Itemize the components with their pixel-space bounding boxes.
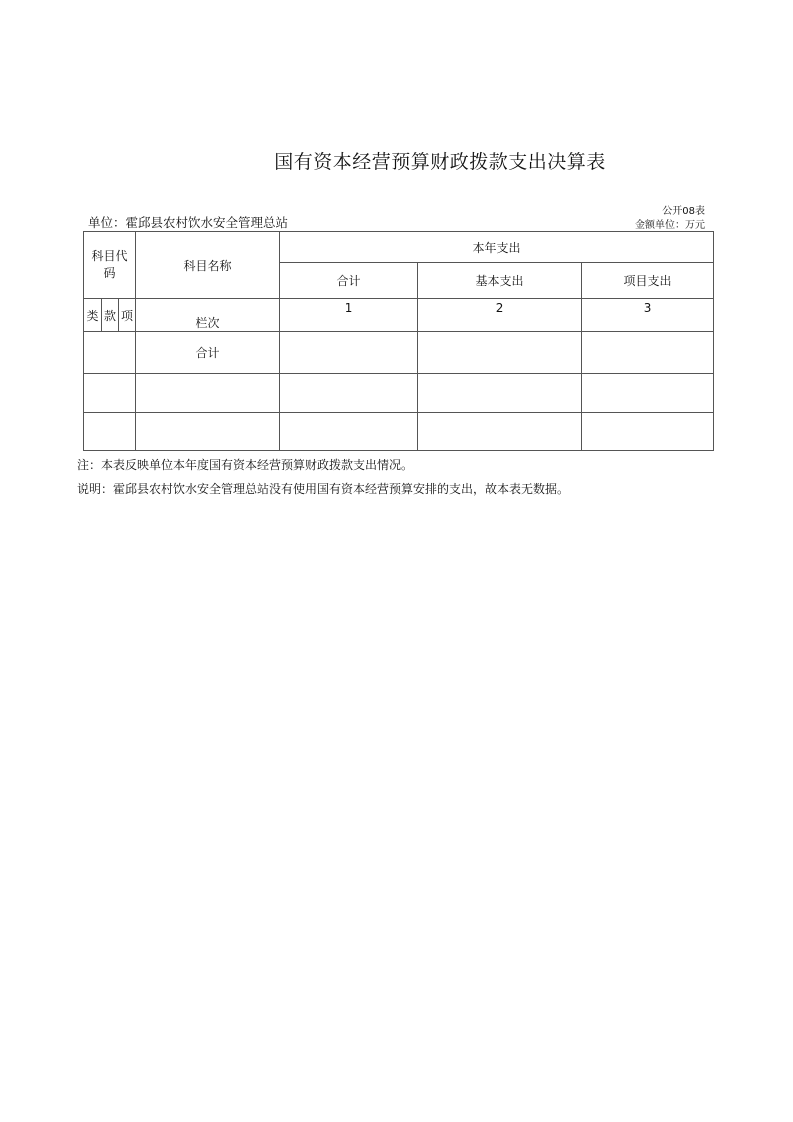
table-note: 注：本表反映单位本年度国有资本经营预算财政拨款支出情况。: [77, 458, 414, 472]
current-year-expenditure-header: 本年支出: [280, 232, 714, 263]
explanation-note: 说明：霍邱县农村饮水安全管理总站没有使用国有资本经营预算安排的支出，故本表无数据。: [77, 482, 570, 496]
empty-name-cell: [136, 413, 280, 451]
form-code: 公开08表: [662, 206, 705, 217]
column-index-1: 1: [280, 299, 418, 332]
empty-code-cell: [84, 413, 136, 451]
total-row-basic-cell: [418, 332, 582, 374]
code-class-header: 类: [84, 299, 102, 332]
empty-basic-cell: [418, 374, 582, 413]
empty-project-cell: [582, 413, 714, 451]
code-section-header: 款: [102, 299, 119, 332]
empty-total-cell: [280, 374, 418, 413]
project-expenditure-column-header: 项目支出: [582, 263, 714, 299]
empty-project-cell: [582, 374, 714, 413]
total-row-code-cell: [84, 332, 136, 374]
index-row: [84, 299, 714, 332]
expenditure-table: [83, 231, 714, 451]
total-row: [84, 332, 714, 374]
total-row-total-cell: [280, 332, 418, 374]
empty-basic-cell: [418, 413, 582, 451]
row-index-label: 栏次: [136, 299, 280, 332]
reporting-unit: 单位：霍邱县农村饮水安全管理总站: [88, 215, 289, 230]
column-index-2: 2: [418, 299, 582, 332]
table-row: [84, 413, 714, 451]
column-index-3: 3: [582, 299, 714, 332]
table-row: [84, 374, 714, 413]
amount-unit: 金额单位：万元: [635, 220, 705, 231]
total-column-header: 合计: [280, 263, 418, 299]
empty-total-cell: [280, 413, 418, 451]
total-row-project-cell: [582, 332, 714, 374]
subject-code-header: 科目代码: [84, 232, 136, 299]
code-item-header: 项: [119, 299, 136, 332]
page-title: 国有资本经营预算财政拨款支出决算表: [274, 151, 606, 173]
header-row-1: [84, 232, 714, 263]
empty-name-cell: [136, 374, 280, 413]
empty-code-cell: [84, 374, 136, 413]
total-row-label: 合计: [136, 332, 280, 374]
basic-expenditure-column-header: 基本支出: [418, 263, 582, 299]
subject-name-header: 科目名称: [136, 232, 280, 299]
